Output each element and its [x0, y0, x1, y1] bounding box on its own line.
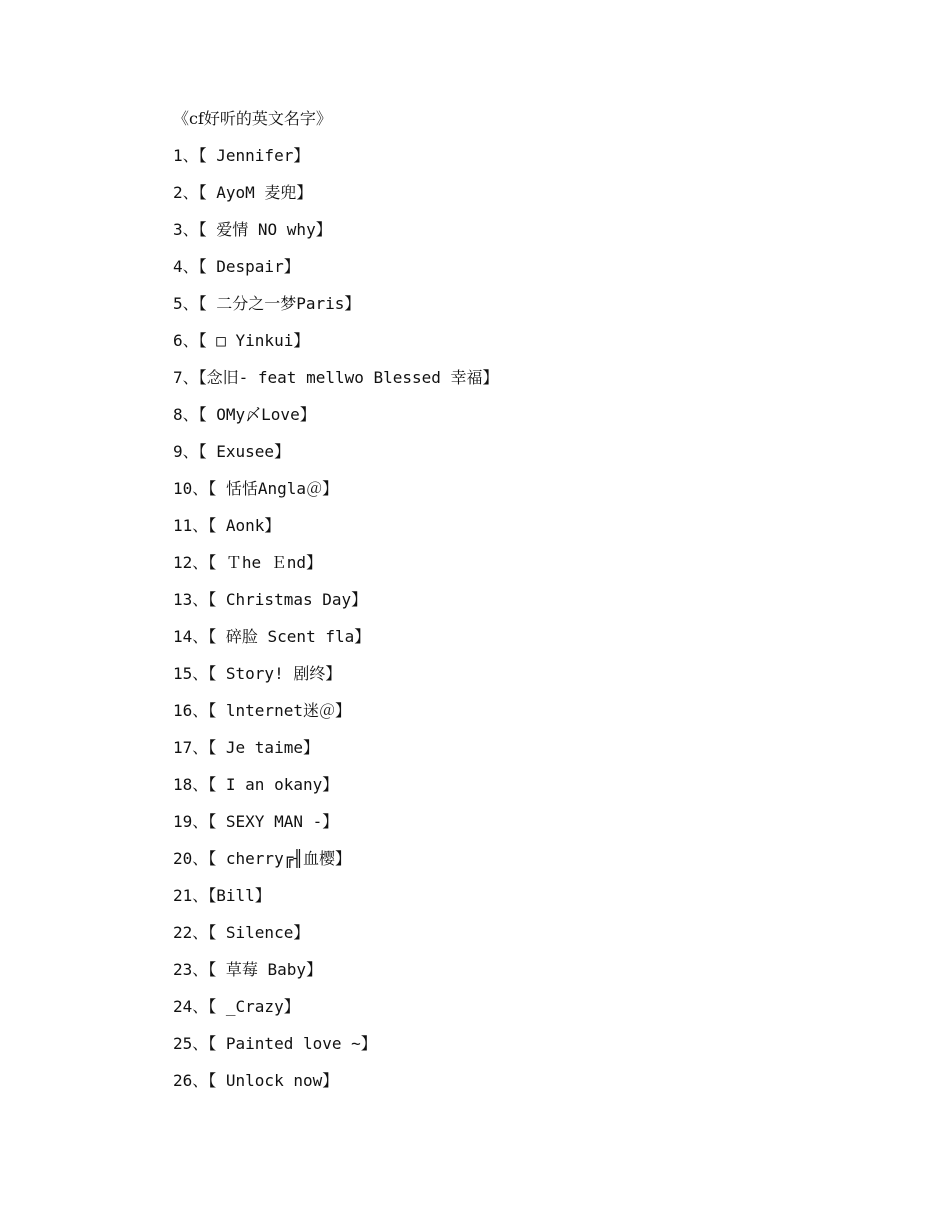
- list-item: 17、【 Je taime】: [173, 738, 319, 757]
- list-item: 20、【 cherry╔╢血樱】: [173, 849, 351, 868]
- list-item: 5、【 二分之一梦Paris】: [173, 294, 361, 313]
- list-item: 22、【 Silence】: [173, 923, 310, 942]
- document-title: 《cf好听的英文名字》: [173, 109, 332, 128]
- list-item: 1、【 Jennifer】: [173, 146, 310, 165]
- list-item: 2、【 AyoM 麦兜】: [173, 183, 313, 202]
- list-item: 7、【念旧- feat mellwo Blessed 幸福】: [173, 368, 499, 387]
- list-item: 14、【 碎脸 Scent fla】: [173, 627, 371, 646]
- list-item: 12、【 Ｔhe Ｅnd】: [173, 553, 323, 572]
- list-item: 21、【Bill】: [173, 886, 271, 905]
- document-body: [173, 106, 873, 1105]
- list-item: 13、【 Christmas Day】: [173, 590, 368, 609]
- list-item: 16、【 lnternet迷＠】: [173, 701, 351, 720]
- list-item: 8、【 OMy〆Love】: [173, 405, 316, 424]
- list-item: 15、【 Story! 剧终】: [173, 664, 342, 683]
- list-item: 23、【 草莓 Baby】: [173, 960, 323, 979]
- list-item: 9、【 Exusee】: [173, 442, 291, 461]
- list-item: 19、【 SEXY MAN -】: [173, 812, 339, 831]
- list-item: 26、【 Unlock now】: [173, 1071, 339, 1090]
- list-item: 3、【 爱情 NO why】: [173, 220, 332, 239]
- list-item: 10、【 恬恬Angla＠】: [173, 479, 339, 498]
- list-item: 6、【 □ Yinkui】: [173, 331, 310, 350]
- list-item: 18、【 I an okany】: [173, 775, 339, 794]
- list-item: 25、【 Painted love ~】: [173, 1034, 377, 1053]
- list-item: 11、【 Aonk】: [173, 516, 281, 535]
- list-item: 4、【 Despair】: [173, 257, 300, 276]
- list-item: 24、【 _Crazy】: [173, 997, 300, 1016]
